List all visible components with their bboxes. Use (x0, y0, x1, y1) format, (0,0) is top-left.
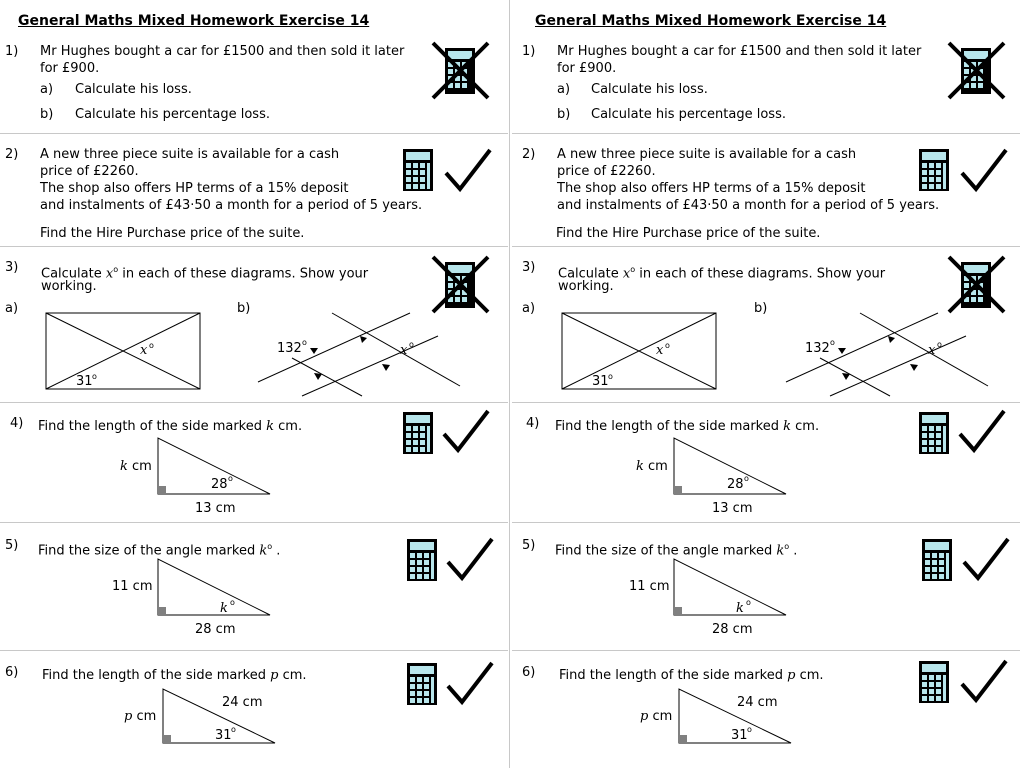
text-part: cm. (795, 668, 824, 683)
question-text: Find the Hire Purchase price of the suite. (40, 226, 305, 241)
question-text: price of £2260. (557, 164, 656, 179)
side-label: 11 cm (112, 579, 153, 594)
divider (512, 246, 1020, 247)
question-text: Mr Hughes bought a car for £1500 and then sold it later (40, 44, 405, 59)
degree-symbol: o (92, 372, 97, 381)
divider (512, 402, 1020, 403)
tick-icon (446, 660, 494, 706)
degree-symbol: o (744, 474, 749, 483)
question-text: The shop also offers HP terms of a 15% deposit (40, 181, 349, 196)
parallel-lines-diagram (780, 308, 995, 400)
tick-icon (446, 536, 494, 582)
question-number: 3) (5, 260, 19, 275)
part-label: a) (5, 301, 19, 316)
angle-label-k: k (736, 601, 744, 616)
angle-label: 31 (731, 728, 748, 743)
degree-symbol: o (228, 474, 233, 483)
degree-symbol: o (937, 340, 942, 349)
question-number: 2) (5, 147, 19, 162)
variable-p: p (124, 709, 133, 724)
angle-label-x: x (400, 343, 408, 358)
part-label: a) (557, 82, 571, 97)
degree-symbol: o (149, 341, 154, 350)
worksheet-copy-right (512, 0, 1024, 768)
part-label: a) (40, 82, 54, 97)
calculator-icon (921, 538, 953, 582)
variable-k: k (266, 419, 275, 434)
calculator-icon (918, 148, 950, 192)
right-triangle-diagram (155, 436, 275, 498)
angle-label-given: 132 (805, 341, 830, 356)
variable-k: k (259, 543, 268, 559)
tick-icon (444, 147, 492, 193)
degree-symbol: o (784, 542, 790, 551)
angle-label-given: 31 (76, 374, 93, 389)
question-text: A new three piece suite is available for a cash (557, 147, 857, 162)
side-label: 24 cm (222, 695, 263, 710)
side-label: 24 cm (737, 695, 778, 710)
unit: cm (132, 459, 152, 474)
angle-label-given: 132 (277, 341, 302, 356)
divider (0, 402, 508, 403)
part-text: Calculate his percentage loss. (591, 107, 786, 122)
degree-symbol: o (630, 265, 636, 274)
divider (0, 650, 508, 651)
question-text: for £900. (557, 61, 617, 76)
question-number: 6) (5, 665, 19, 680)
degree-symbol: o (230, 598, 235, 607)
calculator-icon (402, 148, 434, 192)
divider (512, 650, 1020, 651)
question-number: 3) (522, 260, 536, 275)
question-number: 5) (522, 538, 536, 553)
side-label (124, 708, 156, 725)
degree-symbol: o (746, 598, 751, 607)
question-number: 4) (526, 416, 540, 431)
question-text (42, 667, 307, 684)
rectangle-diagonals-diagram (40, 308, 210, 394)
text-part: in each of these diagrams. Show your (118, 266, 369, 282)
parallel-lines-diagram (252, 308, 467, 400)
text-part: Calculate (558, 266, 623, 282)
degree-symbol: o (830, 338, 835, 347)
angle-label: 31 (215, 728, 232, 743)
degree-symbol: o (267, 542, 273, 551)
text-part: cm. (278, 668, 307, 683)
text-part: Calculate (41, 266, 106, 282)
angle-label-x: x (928, 343, 936, 358)
divider (0, 522, 508, 523)
variable-x: x (622, 266, 631, 282)
variable-p: p (640, 709, 649, 724)
variable-p: p (270, 668, 279, 683)
angle-label-k: k (220, 601, 228, 616)
divider (512, 522, 1020, 523)
question-text (38, 418, 302, 435)
right-triangle-diagram (155, 557, 275, 619)
angle-label-given: 31 (592, 374, 609, 389)
calculator-icon (406, 662, 438, 706)
part-label: b) (40, 107, 54, 122)
text-part: cm. (791, 419, 820, 434)
question-text (555, 418, 819, 435)
text-part: Find the size of the angle marked (38, 543, 260, 559)
calculator-icon (918, 660, 950, 704)
tick-icon (962, 536, 1010, 582)
degree-symbol: o (747, 725, 752, 734)
part-label: b) (237, 301, 251, 316)
unit: cm (648, 459, 668, 474)
no-calculator-icon (946, 40, 1008, 102)
calculator-icon (918, 411, 950, 455)
tick-icon (442, 408, 490, 454)
question-number: 5) (5, 538, 19, 553)
divider (0, 246, 508, 247)
angle-label-x: x (140, 343, 148, 358)
degree-symbol: o (608, 372, 613, 381)
variable-x: x (105, 266, 114, 282)
question-number: 2) (522, 147, 536, 162)
part-text: Calculate his loss. (591, 82, 708, 97)
degree-symbol: o (409, 340, 414, 349)
question-text: Mr Hughes bought a car for £1500 and then sold it later (557, 44, 922, 59)
side-label: 28 cm (712, 622, 753, 637)
tick-icon (958, 408, 1006, 454)
variable-p: p (787, 668, 796, 683)
tick-icon (960, 658, 1008, 704)
side-label: 28 cm (195, 622, 236, 637)
unit: cm (652, 709, 673, 724)
side-label: 11 cm (629, 579, 670, 594)
divider (512, 133, 1020, 134)
text-part: Find the length of the side marked (559, 668, 788, 683)
right-triangle-diagram (671, 557, 791, 619)
question-text: Find the Hire Purchase price of the suite. (556, 226, 821, 241)
part-label: b) (754, 301, 768, 316)
degree-symbol: o (113, 265, 119, 274)
divider (0, 133, 508, 134)
question-text: and instalments of £43·50 a month for a period of 5 years. (557, 198, 940, 213)
right-triangle-diagram (671, 436, 791, 498)
part-text: Calculate his percentage loss. (75, 107, 270, 122)
variable-k: k (783, 419, 792, 434)
part-label: a) (522, 301, 536, 316)
variable-k: k (120, 459, 128, 474)
side-label: 13 cm (195, 501, 236, 516)
question-number: 4) (10, 416, 24, 431)
calculator-icon (402, 411, 434, 455)
tick-icon (960, 147, 1008, 193)
text-part: in each of these diagrams. Show your (635, 266, 886, 282)
question-text: working. (558, 279, 614, 294)
question-text (559, 667, 824, 684)
text-part: cm. (274, 419, 303, 434)
degree-symbol: o (302, 338, 307, 347)
text-part: Find the length of the side marked (555, 419, 784, 434)
variable-k: k (776, 543, 785, 559)
page-title: General Maths Mixed Homework Exercise 14 (535, 13, 887, 29)
text-part: . (789, 543, 798, 559)
no-calculator-icon (430, 254, 492, 316)
question-text: A new three piece suite is available for a cash (40, 147, 340, 162)
side-label (120, 458, 152, 475)
degree-symbol: o (665, 341, 670, 350)
right-triangle-diagram (160, 687, 280, 747)
part-text: Calculate his loss. (75, 82, 192, 97)
question-number: 1) (5, 44, 19, 59)
page-title: General Maths Mixed Homework Exercise 14 (18, 13, 370, 29)
question-text: for £900. (40, 61, 100, 76)
text-part: Find the size of the angle marked (555, 543, 777, 559)
question-text: working. (41, 279, 97, 294)
angle-label: 28 (211, 477, 228, 492)
variable-k: k (636, 459, 644, 474)
question-text: price of £2260. (40, 164, 139, 179)
angle-label: 28 (727, 477, 744, 492)
angle-label-x: x (656, 343, 664, 358)
degree-symbol: o (231, 725, 236, 734)
calculator-icon (406, 538, 438, 582)
right-triangle-diagram (676, 687, 796, 747)
question-number: 6) (522, 665, 536, 680)
no-calculator-icon (430, 40, 492, 102)
no-calculator-icon (946, 254, 1008, 316)
text-part: Find the length of the side marked (42, 668, 271, 683)
question-number: 1) (522, 44, 536, 59)
unit: cm (136, 709, 157, 724)
part-label: b) (557, 107, 571, 122)
side-label: 13 cm (712, 501, 753, 516)
question-text: and instalments of £43·50 a month for a period of 5 years. (40, 198, 423, 213)
side-label (640, 708, 672, 725)
side-label (636, 458, 668, 475)
question-text: The shop also offers HP terms of a 15% deposit (557, 181, 866, 196)
text-part: Find the length of the side marked (38, 419, 267, 434)
rectangle-diagonals-diagram (556, 308, 726, 394)
text-part: . (272, 543, 281, 559)
